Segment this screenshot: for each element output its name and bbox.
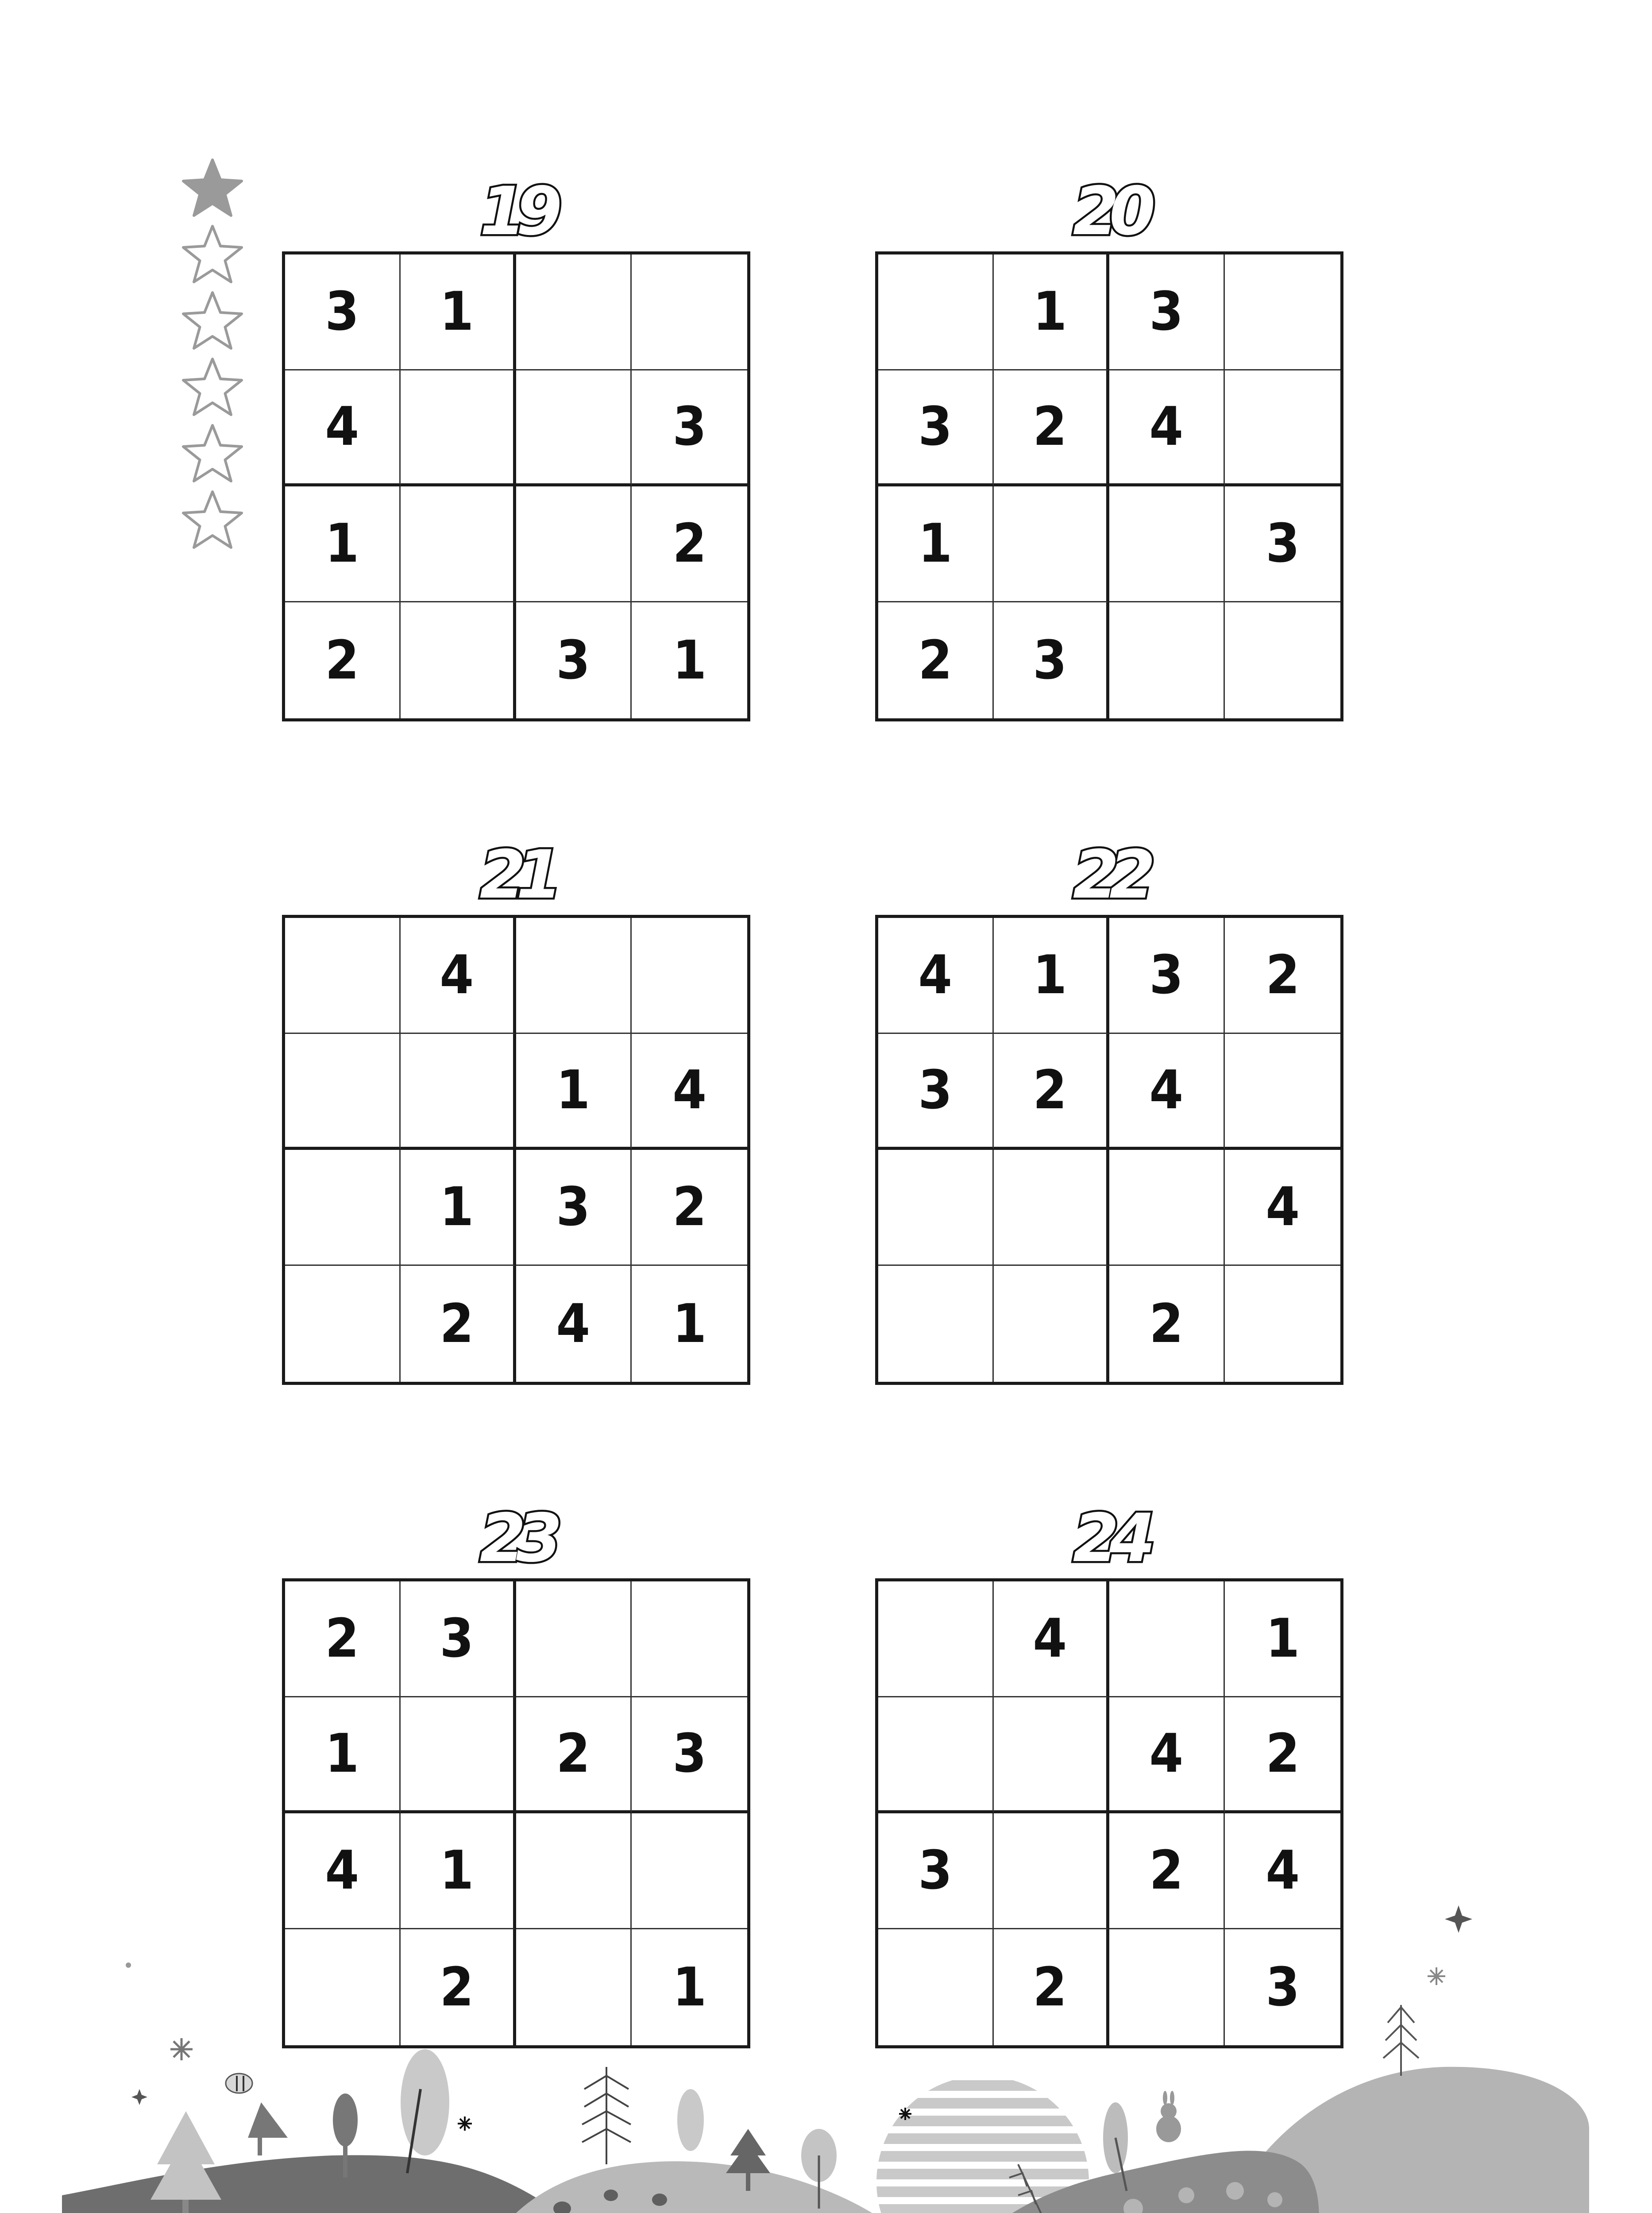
landscape-illustration xyxy=(0,1890,1652,2213)
cell-value: 3 xyxy=(1149,945,1184,1006)
cell-value: 4 xyxy=(556,1293,591,1355)
cell-value: 2 xyxy=(1033,1956,1067,2018)
grid-cell[interactable] xyxy=(401,1697,516,1813)
cell-value: 1 xyxy=(1033,945,1067,1006)
cell-value: 3 xyxy=(672,1723,706,1785)
grid-cell[interactable] xyxy=(1225,1697,1340,1813)
cell-value: 4 xyxy=(1266,1840,1300,1901)
grid-cell[interactable] xyxy=(401,486,516,602)
dot-sparkle-icon xyxy=(126,1962,131,1968)
sudoku-grid xyxy=(875,251,1343,721)
cell-value: 2 xyxy=(1266,1723,1300,1785)
grid-cell[interactable] xyxy=(1109,1150,1225,1266)
grid-cell[interactable] xyxy=(1109,1581,1225,1697)
cell-value: 2 xyxy=(1033,396,1067,458)
grid-cell[interactable] xyxy=(994,1150,1109,1266)
cell-value: 1 xyxy=(325,513,359,574)
cell-value: 4 xyxy=(1149,396,1184,458)
grid-cell[interactable] xyxy=(994,486,1109,602)
cell-value: 3 xyxy=(440,1608,474,1669)
grid-cell[interactable] xyxy=(994,602,1109,718)
grid-cell[interactable] xyxy=(1109,370,1225,486)
cell-value: 4 xyxy=(440,945,474,1006)
grid-cell[interactable] xyxy=(285,486,401,602)
grid-cell[interactable] xyxy=(994,254,1109,370)
empty-star-icon xyxy=(179,222,246,289)
cell-value: 3 xyxy=(672,396,706,458)
cell-value: 2 xyxy=(1149,1293,1184,1355)
grid-cell[interactable] xyxy=(516,1034,632,1150)
empty-star-icon xyxy=(179,488,246,554)
grid-cell[interactable] xyxy=(401,1266,516,1382)
grid-cell[interactable] xyxy=(1225,1266,1340,1382)
cell-value: 1 xyxy=(556,1060,591,1121)
empty-star-icon xyxy=(179,289,246,355)
grid-cell[interactable] xyxy=(516,602,632,718)
cell-value: 3 xyxy=(1266,513,1300,574)
grid-cell[interactable] xyxy=(401,1150,516,1266)
sparkle-icon xyxy=(1428,1967,1445,1985)
cell-value: 3 xyxy=(1149,281,1184,343)
grid-cell[interactable] xyxy=(878,602,994,718)
grid-cell[interactable] xyxy=(632,602,747,718)
grid-cell[interactable] xyxy=(401,1034,516,1150)
sudoku-grid xyxy=(875,915,1343,1385)
diamond-sparkle-icon xyxy=(131,2089,147,2105)
tree-icon xyxy=(677,2089,704,2151)
grid-cell[interactable] xyxy=(878,370,994,486)
grid-cell[interactable] xyxy=(632,1034,747,1150)
grid-cell[interactable] xyxy=(1109,602,1225,718)
cell-value: 4 xyxy=(1266,1176,1300,1238)
cell-value: 1 xyxy=(440,1840,474,1901)
cell-value: 1 xyxy=(440,1176,474,1238)
filled-star-icon xyxy=(179,156,246,222)
hill-left xyxy=(62,2155,589,2213)
grid-cell[interactable] xyxy=(516,1697,632,1813)
grid-cell[interactable] xyxy=(1109,1266,1225,1382)
grid-cell[interactable] xyxy=(401,602,516,718)
grid-cell[interactable] xyxy=(516,1266,632,1382)
cell-value: 1 xyxy=(672,1293,706,1355)
grid-cell[interactable] xyxy=(1109,1697,1225,1813)
cell-value: 1 xyxy=(1033,281,1067,343)
grid-cell[interactable] xyxy=(632,918,747,1034)
grid-cell[interactable] xyxy=(1225,1034,1340,1150)
sparkle-icon xyxy=(458,2117,472,2131)
cell-value: 2 xyxy=(918,629,953,691)
puzzle-number: 19 xyxy=(479,173,553,250)
grid-cell[interactable] xyxy=(878,1150,994,1266)
grid-cell[interactable] xyxy=(878,918,994,1034)
grid-cell[interactable] xyxy=(1225,254,1340,370)
cell-value: 1 xyxy=(440,281,474,343)
grid-cell[interactable] xyxy=(1109,486,1225,602)
cell-value: 3 xyxy=(1033,629,1067,691)
grid-cell[interactable] xyxy=(516,486,632,602)
grid-cell[interactable] xyxy=(632,254,747,370)
grid-cell[interactable] xyxy=(285,370,401,486)
grid-cell[interactable] xyxy=(285,1697,401,1813)
grid-cell[interactable] xyxy=(285,1266,401,1382)
grid-cell[interactable] xyxy=(994,1581,1109,1697)
grid-cell[interactable] xyxy=(1109,1034,1225,1150)
grid-cell[interactable] xyxy=(285,602,401,718)
puzzle-number: 23 xyxy=(479,1500,553,1577)
grid-cell[interactable] xyxy=(878,1266,994,1382)
grid-cell[interactable] xyxy=(285,1581,401,1697)
empty-star-icon xyxy=(179,355,246,421)
grid-cell[interactable] xyxy=(401,1581,516,1697)
grid-cell[interactable] xyxy=(1225,918,1340,1034)
cell-value: 1 xyxy=(325,1723,359,1785)
grid-cell[interactable] xyxy=(1225,370,1340,486)
grid-cell[interactable] xyxy=(1225,486,1340,602)
grid-cell[interactable] xyxy=(878,1697,994,1813)
tree-icon xyxy=(151,2111,221,2213)
rabbit-icon xyxy=(1156,2091,1181,2142)
cell-value: 3 xyxy=(325,281,359,343)
cell-value: 2 xyxy=(440,1293,474,1355)
tree-icon xyxy=(248,2102,288,2155)
grid-cell[interactable] xyxy=(516,254,632,370)
grid-cell[interactable] xyxy=(1225,1150,1340,1266)
cell-value: 2 xyxy=(672,513,706,574)
grid-cell[interactable] xyxy=(878,1581,994,1697)
sparkle-icon xyxy=(899,2108,911,2120)
grid-cell[interactable] xyxy=(401,254,516,370)
cell-value: 3 xyxy=(918,1840,953,1901)
cell-value: 2 xyxy=(325,1608,359,1669)
grid-cell[interactable] xyxy=(994,1266,1109,1382)
sparkle-icon xyxy=(170,2038,193,2060)
grid-cell[interactable] xyxy=(401,918,516,1034)
grid-cell[interactable] xyxy=(401,370,516,486)
cell-value: 2 xyxy=(672,1176,706,1238)
grid-cell[interactable] xyxy=(516,1150,632,1266)
cell-value: 4 xyxy=(1033,1608,1067,1669)
difficulty-rating xyxy=(179,156,255,554)
cell-value: 4 xyxy=(918,945,953,1006)
cell-value: 4 xyxy=(1149,1060,1184,1121)
empty-star-icon xyxy=(179,421,246,488)
grid-cell[interactable] xyxy=(285,1034,401,1150)
hill-middle xyxy=(474,2161,943,2213)
grid-cell[interactable] xyxy=(994,1034,1109,1150)
bee-icon xyxy=(226,2074,252,2093)
cell-value: 2 xyxy=(440,1956,474,2018)
grid-cell[interactable] xyxy=(632,1150,747,1266)
grid-cell[interactable] xyxy=(994,370,1109,486)
grid-cell[interactable] xyxy=(878,486,994,602)
grid-cell[interactable] xyxy=(878,254,994,370)
cell-value: 1 xyxy=(672,629,706,691)
grid-cell[interactable] xyxy=(632,370,747,486)
cell-value: 1 xyxy=(672,1956,706,2018)
grid-cell[interactable] xyxy=(285,918,401,1034)
grid-cell[interactable] xyxy=(878,1034,994,1150)
grid-cell[interactable] xyxy=(632,486,747,602)
diamond-sparkle-icon xyxy=(1445,1905,1472,1933)
sudoku-grid xyxy=(282,915,750,1385)
pine-tree-icon xyxy=(582,2067,631,2164)
grid-cell[interactable] xyxy=(516,918,632,1034)
grid-cell[interactable] xyxy=(1225,602,1340,718)
grid-cell[interactable] xyxy=(285,1150,401,1266)
cell-value: 2 xyxy=(1266,945,1300,1006)
pine-tree-icon xyxy=(1383,2005,1419,2076)
cell-value: 3 xyxy=(918,1060,953,1121)
cell-value: 2 xyxy=(325,629,359,691)
cell-value: 3 xyxy=(556,1176,591,1238)
cell-value: 4 xyxy=(325,1840,359,1901)
puzzle-number: 24 xyxy=(1073,1500,1146,1577)
grid-cell[interactable] xyxy=(632,1266,747,1382)
grid-cell[interactable] xyxy=(1225,1581,1340,1697)
cell-value: 3 xyxy=(918,396,953,458)
puzzle-number: 20 xyxy=(1073,173,1146,250)
cell-value: 2 xyxy=(1149,1840,1184,1901)
grid-cell[interactable] xyxy=(1109,254,1225,370)
sudoku-grid xyxy=(282,251,750,721)
cell-value: 4 xyxy=(1149,1723,1184,1785)
grid-cell[interactable] xyxy=(516,370,632,486)
grid-cell[interactable] xyxy=(285,254,401,370)
grid-cell[interactable] xyxy=(516,1581,632,1697)
cell-value: 1 xyxy=(1266,1608,1300,1669)
puzzle-number: 21 xyxy=(479,837,553,914)
tree-icon xyxy=(401,2049,449,2155)
cell-value: 3 xyxy=(556,629,591,691)
cell-value: 3 xyxy=(1266,1956,1300,2018)
cell-value: 2 xyxy=(556,1723,591,1785)
grid-cell[interactable] xyxy=(994,918,1109,1034)
cell-value: 4 xyxy=(325,396,359,458)
grid-cell[interactable] xyxy=(1109,918,1225,1034)
cell-value: 2 xyxy=(1033,1060,1067,1121)
puzzle-number: 22 xyxy=(1073,837,1146,914)
grid-cell[interactable] xyxy=(632,1581,747,1697)
cell-value: 4 xyxy=(672,1060,706,1121)
grid-cell[interactable] xyxy=(632,1697,747,1813)
grid-cell[interactable] xyxy=(994,1697,1109,1813)
cell-value: 1 xyxy=(918,513,953,574)
